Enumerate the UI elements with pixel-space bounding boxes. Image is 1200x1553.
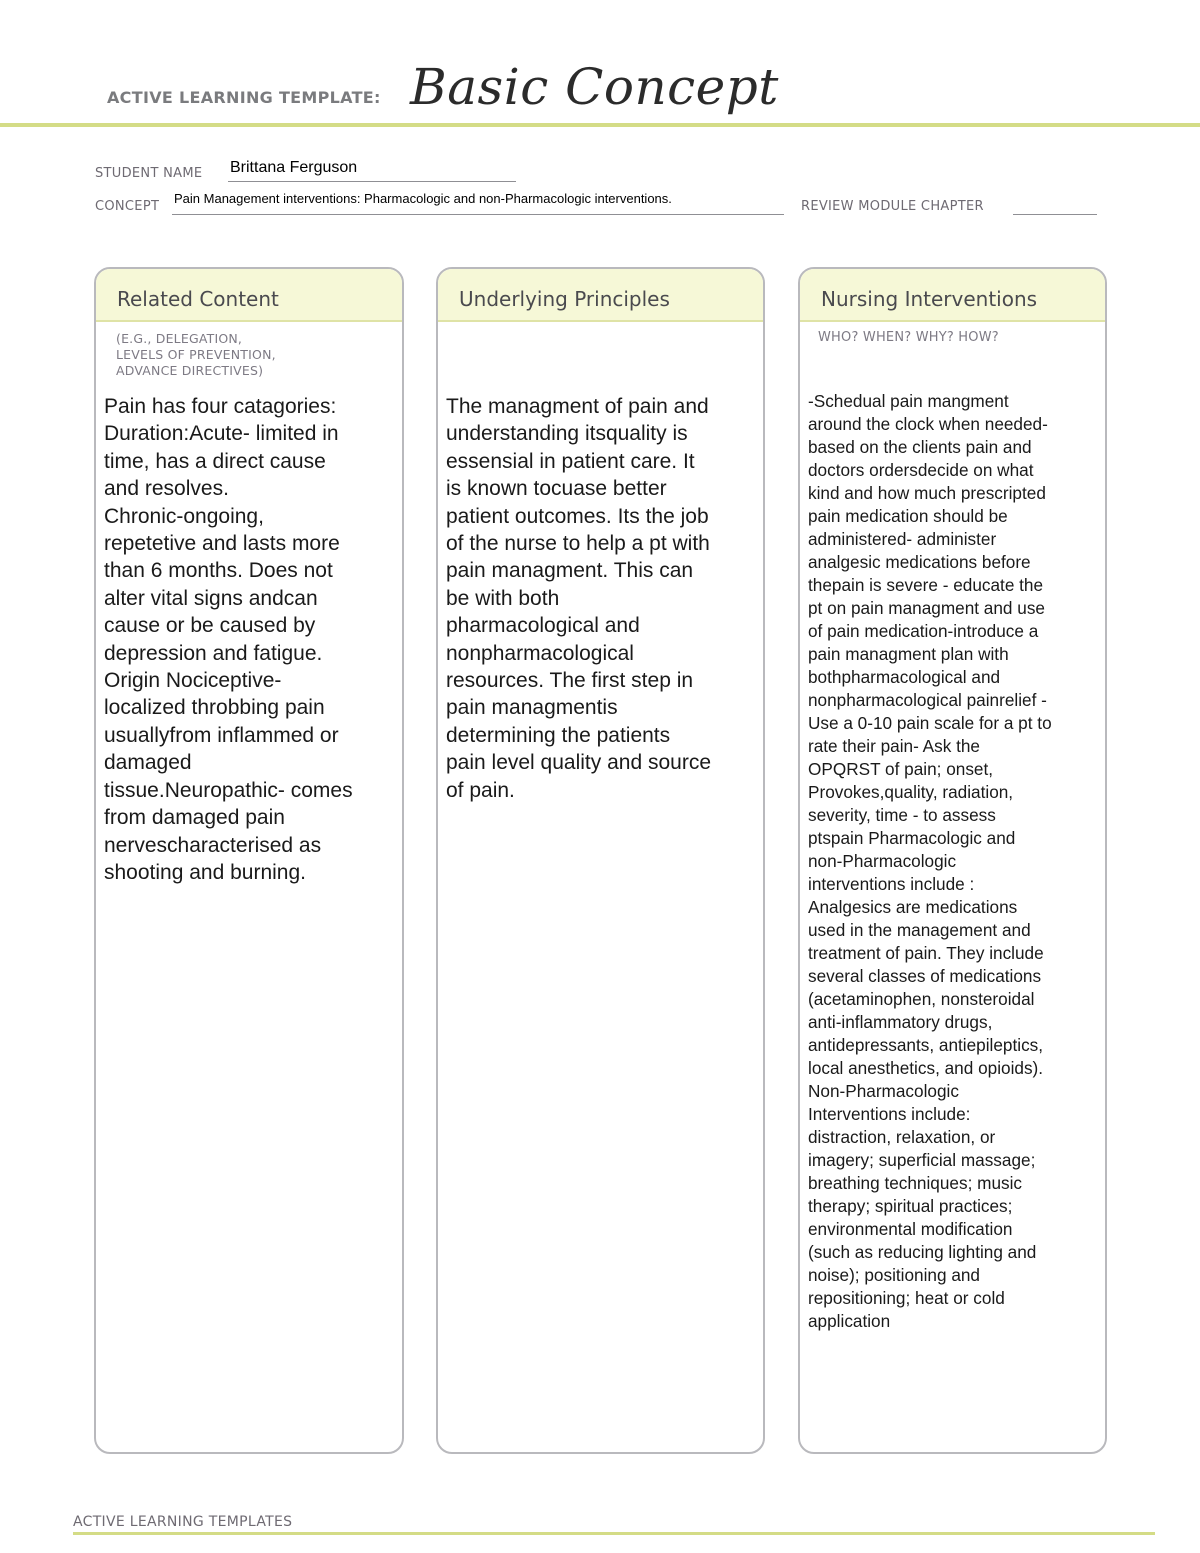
nursing-interventions-body[interactable]: -Schedual pain mangment around the clock when needed- based on the clients pain and doctors ordersdecide on what kind and how much prescripted pain medication should be administered- administer analgesic medications before thepain is severe - educate the pt on pain managment and use of pain medication-introduce a pain managment plan with bothpharmacological and nonpharmacological painrelief - Use a 0-10 pain scale for a pt to rate their pain- Ask the OPQRST of pain; onset, Provokes,quality, radiation, severity, time - to assess ptspain Pharmacologic and non-Pharmacologic interventions include : Analgesics are medications used in the management and treatment of pain. They include several classes of medications (acetaminophen, nonsteroidal anti-inflammatory drugs, antidepressants, antiepileptics, local anesthetics, and opioids). Non-Pharmacologic Interventions include: distraction, relaxation, or imagery; superficial massage; breathing techniques; music therapy; spiritual practices; environmental modification (such as reducing lighting and noise); positioning and repositioning; heat or cold application: [808, 391, 1052, 1331]
footer-divider: [73, 1532, 1155, 1535]
underlying-principles-body[interactable]: The managment of pain and understanding itsquality is essensial in patient care. It is known tocuase better patient outcomes. Its the job of the nurse to help a pt with pain managment. This can be with both pharmacological and nonpharmacological resources. The first step in pain managmentis determining the patients pain level quality and source of pain.: [446, 395, 712, 802]
underlying-principles-title: Underlying Principles: [438, 269, 763, 322]
concept-line: [172, 214, 784, 215]
underlying-principles-panel: [436, 267, 765, 1454]
related-content-panel: [94, 267, 404, 1454]
student-name-value[interactable]: Brittana Ferguson: [230, 159, 358, 176]
review-module-label: REVIEW MODULE CHAPTER: [801, 199, 984, 214]
related-content-subtitle: (E.G., DELEGATION, LEVELS OF PREVENTION, ADVANCE DIRECTIVES): [116, 331, 276, 378]
nursing-interventions-panel: [798, 267, 1107, 1454]
template-title: Basic Concept: [410, 58, 779, 116]
student-name-label: STUDENT NAME: [95, 166, 203, 181]
footer-label: ACTIVE LEARNING TEMPLATES: [73, 1514, 293, 1530]
nursing-interventions-subtitle: WHO? WHEN? WHY? HOW?: [818, 330, 999, 345]
nursing-interventions-title: Nursing Interventions: [800, 269, 1105, 322]
student-name-line: [228, 181, 516, 182]
template-label: ACTIVE LEARNING TEMPLATE:: [107, 88, 381, 107]
header-divider: [0, 123, 1200, 127]
concept-label: CONCEPT: [95, 199, 160, 214]
concept-value[interactable]: Pain Management interventions: Pharmacologic and non-Pharmacologic interventions.: [174, 191, 672, 206]
review-module-line: [1013, 214, 1097, 215]
related-content-title: Related Content: [96, 269, 402, 322]
related-content-body[interactable]: Pain has four catagories: Duration:Acute- limited in time, has a direct cause and resolves. Chronic-ongoing, repetetive and lasts more than 6 months. Does not alter vital signs andcan cause or be caused by depression and fatigue. Origin Nociceptive- localized throbbing pain usuallyfrom inflammed or damaged tissue.Neuropathic- comes from damaged pain nervescharacterised as shooting and burning.: [104, 395, 353, 884]
